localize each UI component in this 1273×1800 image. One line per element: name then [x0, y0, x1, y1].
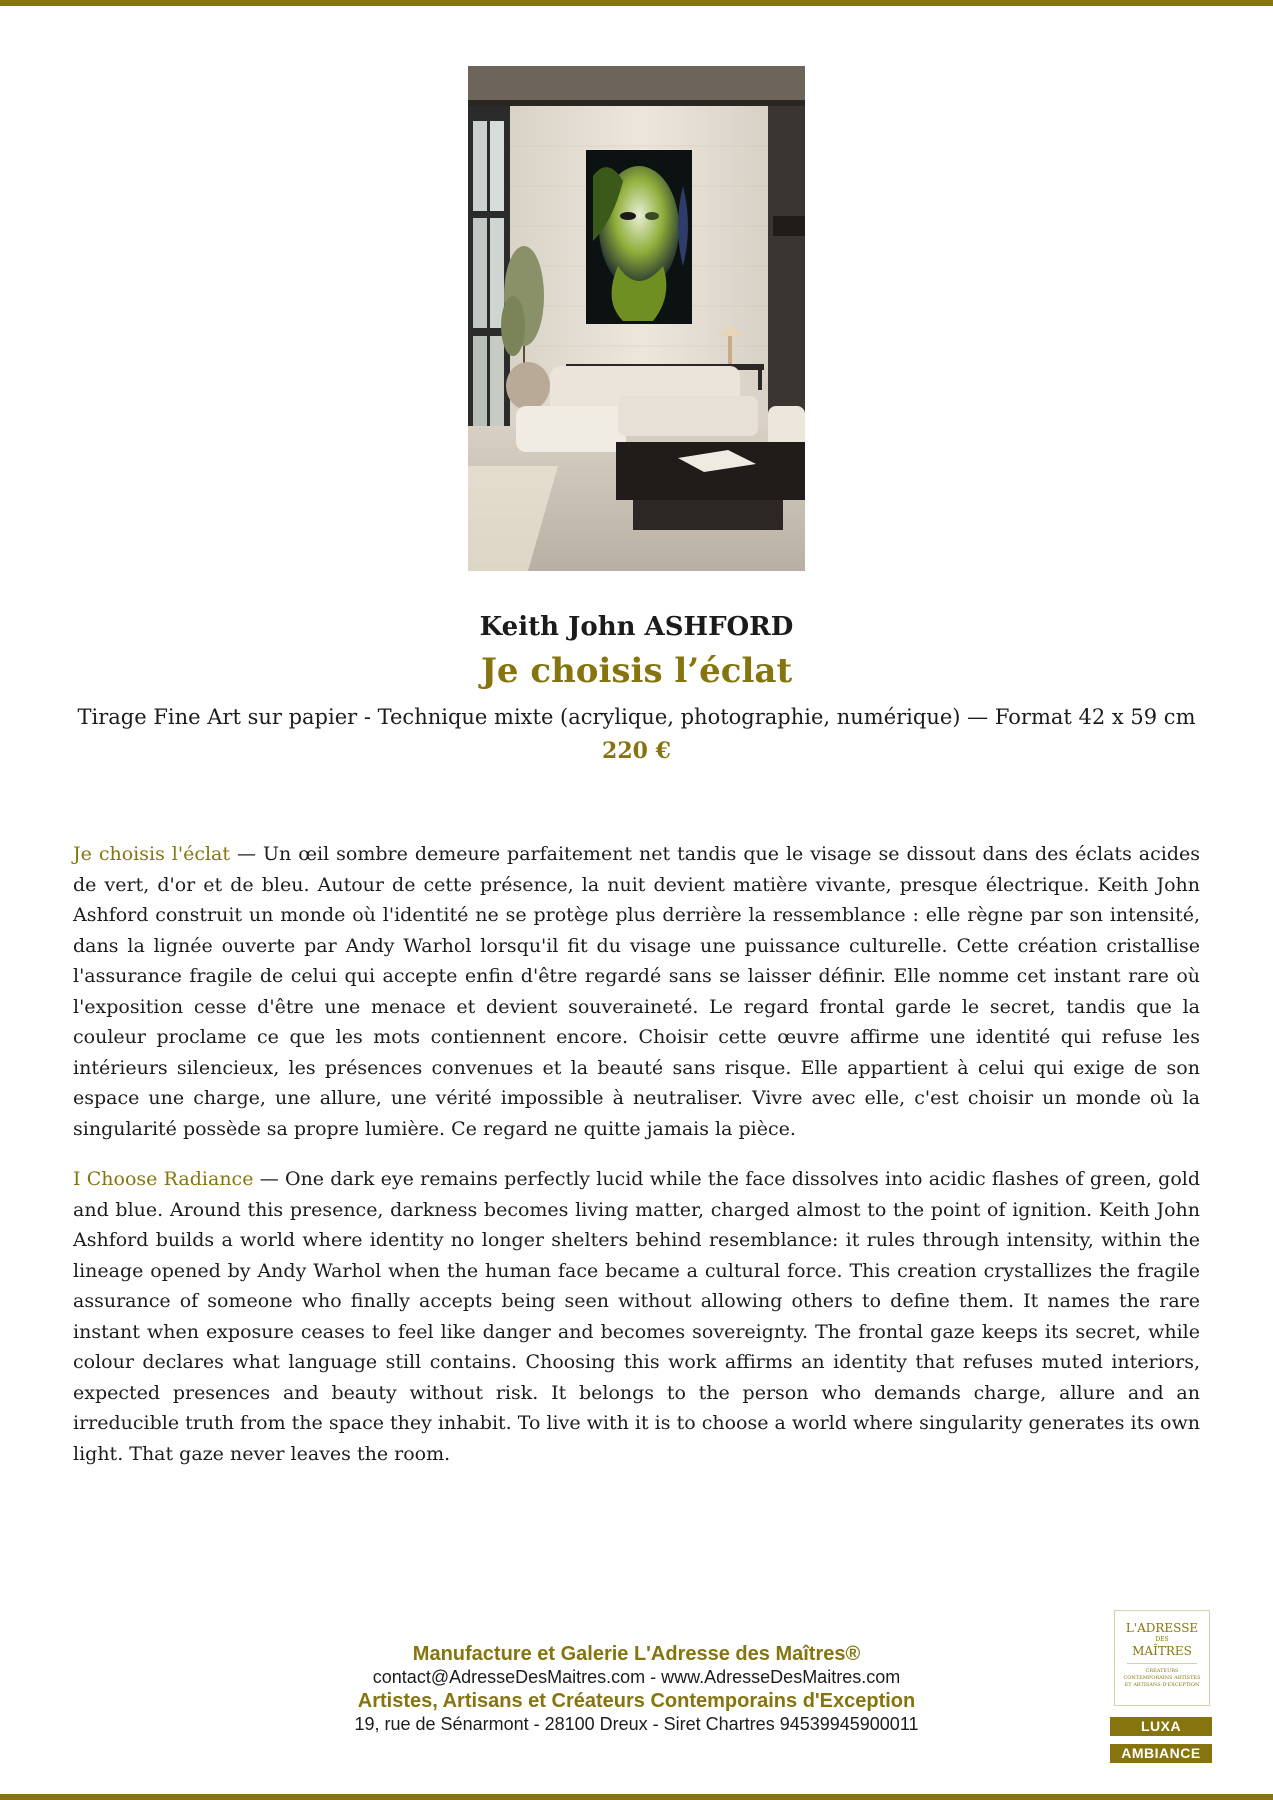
- footer-tagline: Artistes, Artisans et Créateurs Contemporains d'Exception: [357, 1690, 916, 1712]
- artwork-title: Je choisis l’éclat: [480, 651, 793, 691]
- description-french: [73, 839, 1200, 1144]
- description-english: [73, 1164, 1200, 1469]
- logo-line-4: CRÉATEURS CONTEMPORAINS ARTISTES ET ARTISANS D'EXCEPTION: [1123, 1668, 1201, 1688]
- description-english-lead: I Choose Radiance: [73, 1168, 254, 1190]
- footer-address: 19, rue de Sénarmont - 28100 Dreux - Siret Chartres 94539945900011: [354, 1714, 919, 1734]
- footer-contact: contact@AdresseDesMaitres.com - www.AdresseDesMaitres.com: [372, 1667, 901, 1687]
- logo-line-1: L'ADRESSE: [1125, 1621, 1199, 1635]
- badge-luxa: LUXA: [1110, 1717, 1212, 1736]
- description-french-lead: Je choisis l'éclat: [73, 843, 231, 865]
- logo-line-3: MAÎTRES: [1132, 1644, 1192, 1658]
- footer-gallery-name: Manufacture et Galerie L'Adresse des Maîtres®: [412, 1643, 861, 1665]
- gallery-logo: [1114, 1610, 1210, 1706]
- artist-name: Keith John ASHFORD: [479, 612, 794, 642]
- top-border: [0, 0, 1273, 6]
- bottom-border: [0, 1794, 1273, 1800]
- logo-divider: [1127, 1663, 1197, 1664]
- badge-ambiance: AMBIANCE: [1110, 1744, 1212, 1763]
- logo-line-2: DES: [1155, 1636, 1169, 1643]
- artwork-price: 220 €: [602, 738, 671, 764]
- footer: [0, 1642, 1273, 1736]
- artwork-specs: Tirage Fine Art sur papier - Technique mixte (acrylique, photographie, numérique) — Format 42 x 59 cm: [77, 705, 1196, 729]
- description-english-text: — One dark eye remains perfectly lucid while the face dissolves into acidic flashes of green, gold and blue. Around this presence, darkness becomes living matter, charged almost to the point of ignition. Keith John Ashford builds a world where identity no longer shelters behind resemblance: it rules through intensity, within the lineage opened by Andy Warhol when the human face became a cultural force. This creation crystallizes the fragile assurance of someone who finally accepts being seen without allowing others to define them. It names the rare instant when exposure ceases to feel like danger and becomes sovereignty. The frontal gaze keeps its secret, while colour declares what language still contains. Choosing this work affirms an identity that refuses muted interiors, expected presences and beauty without risk. It belongs to the person who demands charge, allure and an irreducible truth from the space they inhabit. To live with it is to choose a world where singularity generates its own light. That gaze never leaves the room.: [73, 1168, 1200, 1465]
- artwork-interior-photo: [468, 66, 805, 571]
- description-french-text: — Un œil sombre demeure parfaitement net tandis que le visage se dissout dans des éclats acides de vert, d'or et de bleu. Autour de cette présence, la nuit devient matière vivante, presque électrique. Keith John Ashford construit un monde où l'identité ne se protège plus derrière la ressemblance : elle règne par son intensité, dans la lignée ouverte par Andy Warhol lorsqu'il fit du visage une puissance culturelle. Cette création cristallise l'assurance fragile de celui qui accepte enfin d'être regardé sans se laisser définir. Elle nomme cet instant rare où l'exposition cesse d'être une menace et devient souveraineté. Le regard frontal garde le secret, tandis que la couleur proclame ce que les mots contiennent encore. Choisir cette œuvre affirme une identité qui refuse les intérieurs silencieux, les présences convenues et la beauté sans risque. Elle appartient à celui qui exige de son espace une charge, une allure, une vérité impossible à neutraliser. Vivre avec elle, c'est choisir un monde où la singularité possède sa propre lumière. Ce regard ne quitte jamais la pièce.: [73, 843, 1201, 1140]
